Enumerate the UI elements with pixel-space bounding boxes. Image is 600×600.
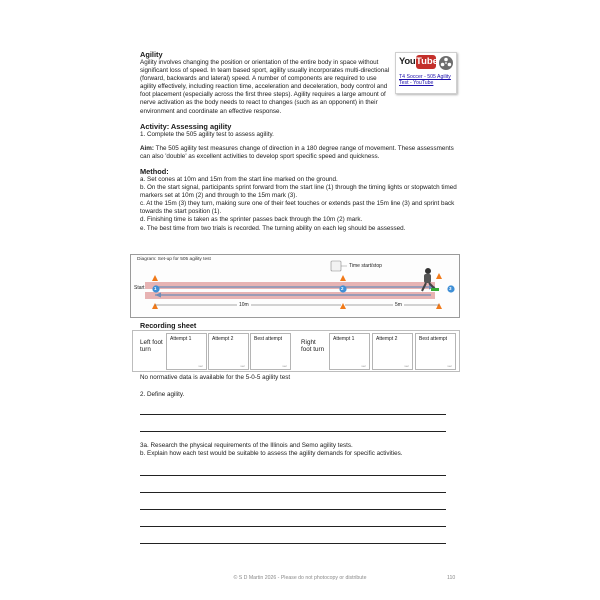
answer-line[interactable] xyxy=(140,475,446,476)
cone xyxy=(152,303,158,309)
cone xyxy=(152,275,158,281)
activity-step-1: 1. Complete the 505 agility test to assess agility. xyxy=(140,130,274,138)
youtube-video-link[interactable] xyxy=(395,52,457,94)
cone xyxy=(340,303,346,309)
answer-line[interactable] xyxy=(140,431,446,432)
question-3b: b. Explain how each test would be suitable to assess the agility demands for specific activities. xyxy=(140,450,403,457)
method-step: a. Set cones at 10m and 15m from the start line marked on the ground. xyxy=(140,175,338,183)
distance-10m-label: 10m xyxy=(239,302,249,308)
page-number: 110 xyxy=(447,575,456,581)
left-attempt-2-cell[interactable]: Attempt 2 sec xyxy=(208,333,249,370)
cone xyxy=(340,275,346,281)
start-label: Start xyxy=(134,285,145,291)
answer-line[interactable] xyxy=(140,414,446,415)
normative-data-note: No normative data is available for the 5-0-5 agility test xyxy=(140,374,291,381)
film-reel-icon xyxy=(438,55,454,71)
right-best-attempt-cell[interactable]: Best attempt sec xyxy=(415,333,456,370)
method-step: e. The best time from two trials is recorded. The turning ability on each leg should be assessed. xyxy=(140,224,406,232)
marker-2-label: 2 xyxy=(341,285,344,291)
right-attempt-2-cell[interactable]: Attempt 2 sec xyxy=(372,333,413,370)
distance-5m-label: 5m xyxy=(395,302,402,308)
agility-test-diagram xyxy=(130,254,460,318)
left-attempt-1-cell[interactable]: Attempt 1 sec xyxy=(166,333,207,370)
aim-paragraph: Aim: The 505 agility test measures change of direction in a 180 degree range of movement. These assessments can also 'double' as excellent activities to develop sport specific speed and quickness. xyxy=(140,144,454,160)
right-foot-turn-label: Right foot turn xyxy=(301,339,325,354)
video-link-text[interactable]: T4 Soccer - 505 Agility Test - YouTube xyxy=(399,74,451,87)
recording-sheet-heading: Recording sheet xyxy=(140,321,197,330)
youtube-logo: You Tube xyxy=(399,56,438,67)
agility-heading: Agility xyxy=(140,50,163,59)
diagram-drawing xyxy=(131,255,459,317)
method-step: c. At the 15m (3) they turn, making sure one of their feet touches or extends past the 15m line (3) and sprint back towards the start position (1). xyxy=(140,200,455,216)
activity-heading: Activity: Assessing agility xyxy=(140,121,232,131)
cone xyxy=(436,303,442,309)
cone xyxy=(436,273,442,279)
question-3a: 3a. Research the physical requirements of the Illinois and Semo agility tests. xyxy=(140,442,353,449)
marker-1-label: 1 xyxy=(154,285,157,291)
lane-upper xyxy=(145,282,435,289)
answer-line[interactable] xyxy=(140,492,446,493)
marker-3-label: 3 xyxy=(449,285,452,291)
method-heading: Method: xyxy=(140,166,169,176)
method-step: d. Finishing time is taken as the sprinter passes back through the 10m (2) mark. xyxy=(140,216,363,224)
right-attempt-1-cell[interactable]: Attempt 1 sec xyxy=(329,333,370,370)
left-foot-turn-label: Left foot turn xyxy=(140,339,163,354)
stopwatch-icon xyxy=(331,261,341,271)
diagram-title: Diagram: Set-up for 505 agility test xyxy=(137,257,211,262)
agility-paragraph: Agility involves changing the position or orientation of the entire body in space without significant loss of speed. In team based sport, agility usually incorporates multi-directional (forward, backwards and lateral) speed. A number of components are required to use agility effectively, including reaction time, acceleration and deceleration, body control and foot placement (especially across the first three steps). Agility requires a large amount of nerve activation as the body needs to react to changes (such as an opponent) in their environment and coordinate an effective response. xyxy=(140,59,390,115)
answer-line[interactable] xyxy=(140,543,446,544)
method-step: b. On the start signal, participants sprint forward from the start line (1) through the timing lights or stopwatch timed markers set at 10m (2) and through to the 15m mark (3). xyxy=(140,184,457,200)
answer-line[interactable] xyxy=(140,526,446,527)
time-start-stop-label: Time start/stop xyxy=(349,263,382,269)
question-2: 2. Define agility. xyxy=(140,391,185,398)
left-best-attempt-cell[interactable]: Best attempt sec xyxy=(250,333,291,370)
answer-line[interactable] xyxy=(140,509,446,510)
recording-table xyxy=(132,330,460,372)
copyright-text: © S D Martin 2026 - Please do not photocopy or distribute xyxy=(233,575,367,581)
